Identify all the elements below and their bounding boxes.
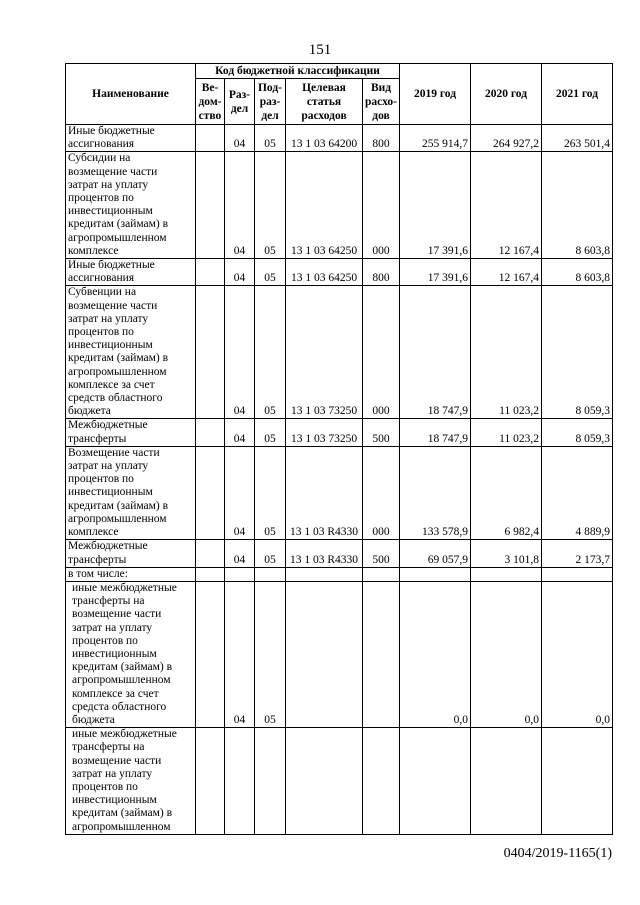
table-cell-razdel: [225, 567, 255, 581]
table-row: [66, 125, 613, 152]
table-cell-2020: 3 101,8: [471, 540, 542, 567]
table-cell-vedomstvo: [196, 581, 225, 727]
table-cell-razdel: 04: [225, 259, 255, 286]
table-cell-2020: 264 927,2: [471, 125, 542, 152]
header-classification-group: Код бюджетной классификации: [196, 64, 400, 79]
table-cell-2021: 263 501,4: [542, 125, 613, 152]
header-vedomstvo: Ве- дом- ство: [196, 79, 225, 125]
header-2021: 2021 год: [542, 64, 613, 125]
table-cell-razdel: 04: [225, 540, 255, 567]
table-cell-2021: [542, 728, 613, 835]
table-cell-vedomstvo: [196, 259, 225, 286]
table-cell-podrazdel: 05: [255, 446, 286, 539]
table-cell-name: Субсидии на возмещение части затрат на уплату процентов по инвестиционным кредитам (займам) в агропромышленном комплексе: [66, 152, 196, 259]
table-cell-vedomstvo: [196, 419, 225, 446]
table-cell-celevaya: [286, 728, 363, 835]
table-cell-name: иные межбюджетные трансферты на возмещение части затрат на уплату процентов по инвестиционным кредитам (займам) в агропромышленном: [66, 728, 196, 835]
table-cell-2020: [471, 728, 542, 835]
table-cell-2019: 255 914,7: [400, 125, 471, 152]
table-row: [66, 419, 613, 446]
table-cell-2019: 133 578,9: [400, 446, 471, 539]
table-cell-2020: 0,0: [471, 581, 542, 727]
header-razdel: Раз- дел: [225, 79, 255, 125]
table-cell-vid: 800: [363, 259, 400, 286]
table-cell-2020: 11 023,2: [471, 419, 542, 446]
table-row: [66, 567, 613, 581]
table-cell-podrazdel: 05: [255, 286, 286, 419]
table-cell-2021: 8 059,3: [542, 419, 613, 446]
table-row: [66, 728, 613, 835]
table-cell-vedomstvo: [196, 152, 225, 259]
table-cell-2019: 18 747,9: [400, 419, 471, 446]
header-vid: Вид расхо- дов: [363, 79, 400, 125]
table-cell-2019: 69 057,9: [400, 540, 471, 567]
table-row: [66, 286, 613, 419]
budget-table: [65, 63, 613, 835]
table-cell-vid: 000: [363, 286, 400, 419]
table-row: [66, 152, 613, 259]
footer-document-code: 0404/2019-1165(1): [503, 846, 612, 861]
table-cell-2019: 18 747,9: [400, 286, 471, 419]
table-cell-celevaya: [286, 581, 363, 727]
table-cell-2020: 12 167,4: [471, 152, 542, 259]
table-cell-celevaya: 13 1 03 64250: [286, 259, 363, 286]
table-row: [66, 581, 613, 727]
table-cell-vid: 500: [363, 419, 400, 446]
table-cell-2021: 8 603,8: [542, 259, 613, 286]
table-cell-2019: 17 391,6: [400, 259, 471, 286]
table-cell-vedomstvo: [196, 540, 225, 567]
table-cell-celevaya: 13 1 03 R4330: [286, 540, 363, 567]
table-cell-name: Возмещение части затрат на уплату процентов по инвестиционным кредитам (займам) в агропромышленном комплексе: [66, 446, 196, 539]
table-cell-name: Межбюджетные трансферты: [66, 540, 196, 567]
table-cell-podrazdel: [255, 728, 286, 835]
table-cell-name: Межбюджетные трансферты: [66, 419, 196, 446]
header-2020: 2020 год: [471, 64, 542, 125]
table-cell-razdel: 04: [225, 419, 255, 446]
table-cell-vid: 500: [363, 540, 400, 567]
table-cell-razdel: 04: [225, 581, 255, 727]
header-celevaya: Целевая статья расходов: [286, 79, 363, 125]
page-number: 151: [308, 42, 332, 58]
table-cell-podrazdel: 05: [255, 125, 286, 152]
table-cell-2020: 11 023,2: [471, 286, 542, 419]
table-cell-vid: [363, 567, 400, 581]
table-cell-podrazdel: 05: [255, 259, 286, 286]
table-cell-vid: 800: [363, 125, 400, 152]
table-cell-razdel: 04: [225, 125, 255, 152]
table-row: [66, 540, 613, 567]
table-cell-2021: 0,0: [542, 581, 613, 727]
table-cell-vedomstvo: [196, 567, 225, 581]
table-cell-celevaya: 13 1 03 73250: [286, 419, 363, 446]
table-cell-celevaya: [286, 567, 363, 581]
table-cell-name: иные межбюджетные трансферты на возмещение части затрат на уплату процентов по инвестиционным кредитам (займам) в агропромышленном комплексе за счет средста областного бюджета: [66, 581, 196, 727]
table-cell-2021: 8 603,8: [542, 152, 613, 259]
table-cell-vid: 000: [363, 446, 400, 539]
table-cell-vid: [363, 728, 400, 835]
table-cell-vid: 000: [363, 152, 400, 259]
table-cell-name: Субвенции на возмещение части затрат на уплату процентов по инвестиционным кредитам (займам) в агропромышленном комплексе за счет средств областного бюджета: [66, 286, 196, 419]
table-cell-podrazdel: 05: [255, 540, 286, 567]
table-cell-2020: 12 167,4: [471, 259, 542, 286]
table-cell-name: в том числе:: [66, 567, 196, 581]
table-cell-2019: 17 391,6: [400, 152, 471, 259]
table-cell-razdel: 04: [225, 152, 255, 259]
table-cell-2020: [471, 567, 542, 581]
table-cell-vedomstvo: [196, 286, 225, 419]
header-2019: 2019 год: [400, 64, 471, 125]
table-cell-podrazdel: 05: [255, 152, 286, 259]
header-name: Наименование: [66, 64, 196, 125]
table-cell-podrazdel: [255, 567, 286, 581]
table-cell-podrazdel: 05: [255, 419, 286, 446]
table-row: [66, 259, 613, 286]
table-cell-celevaya: 13 1 03 64200: [286, 125, 363, 152]
table-cell-2020: 6 982,4: [471, 446, 542, 539]
table-cell-vedomstvo: [196, 728, 225, 835]
table-cell-podrazdel: 05: [255, 581, 286, 727]
table-cell-2021: 8 059,3: [542, 286, 613, 419]
table-cell-razdel: 04: [225, 286, 255, 419]
table-cell-2021: 4 889,9: [542, 446, 613, 539]
table-cell-vedomstvo: [196, 125, 225, 152]
table-cell-celevaya: 13 1 03 R4330: [286, 446, 363, 539]
table-cell-name: Иные бюджетные ассигнования: [66, 125, 196, 152]
table-cell-2019: [400, 567, 471, 581]
table-cell-name: Иные бюджетные ассигнования: [66, 259, 196, 286]
table-cell-celevaya: 13 1 03 73250: [286, 286, 363, 419]
table-cell-razdel: 04: [225, 446, 255, 539]
table-cell-celevaya: 13 1 03 64250: [286, 152, 363, 259]
table-cell-2021: 2 173,7: [542, 540, 613, 567]
table-cell-2021: [542, 567, 613, 581]
table-cell-2019: [400, 728, 471, 835]
table-cell-vedomstvo: [196, 446, 225, 539]
table-cell-razdel: [225, 728, 255, 835]
header-podrazdel: Под- раз- дел: [255, 79, 286, 125]
table-cell-2019: 0,0: [400, 581, 471, 727]
table-row: [66, 446, 613, 539]
table-cell-vid: [363, 581, 400, 727]
